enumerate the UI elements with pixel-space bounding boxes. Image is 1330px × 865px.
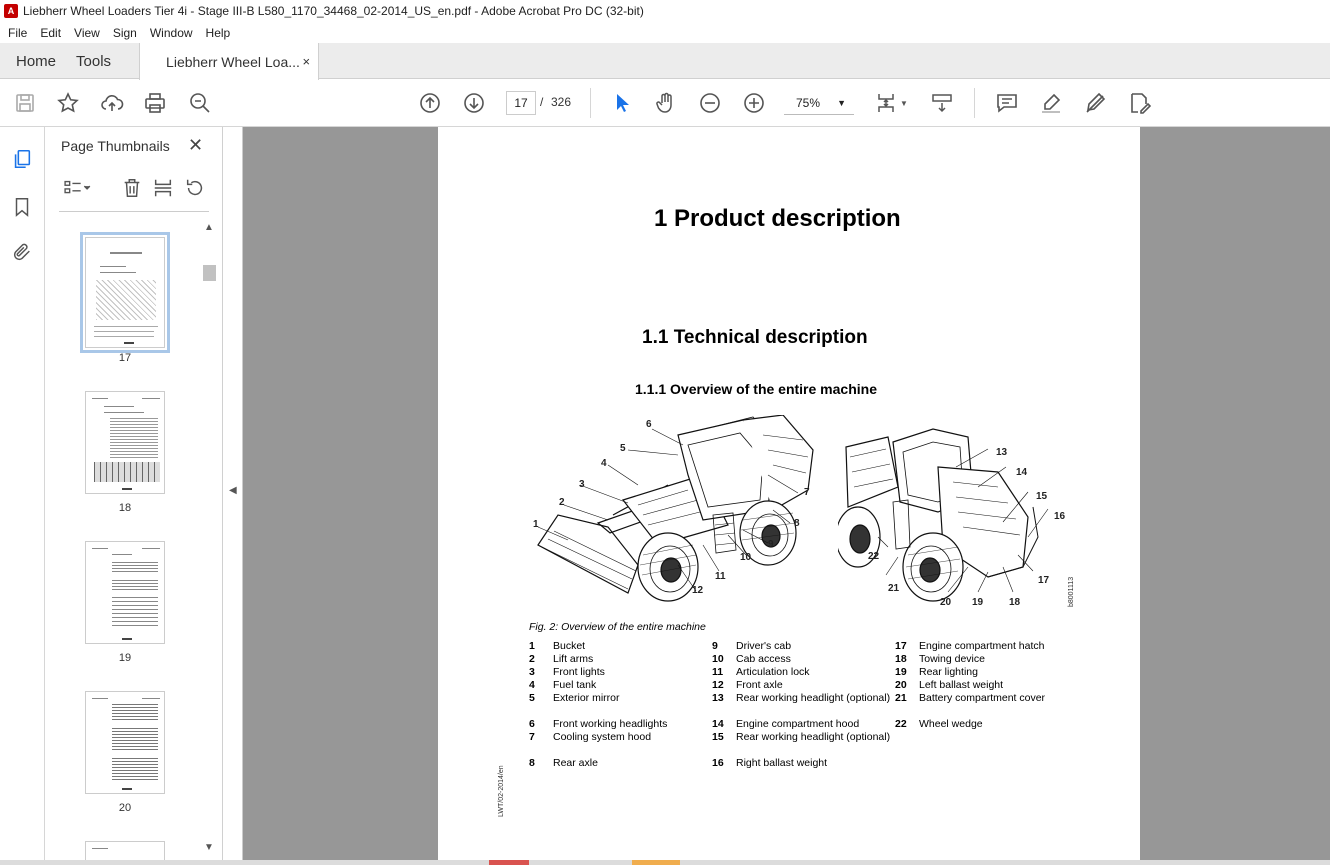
callout-2: 2 — [559, 497, 565, 508]
thumbnail-options-icon[interactable] — [59, 175, 95, 201]
menu-edit[interactable]: Edit — [40, 25, 62, 40]
panel-collapse-handle[interactable] — [223, 127, 243, 865]
hand-tool-icon[interactable] — [653, 90, 679, 116]
callout-18: 18 — [1009, 597, 1021, 608]
tab-home[interactable]: Home — [16, 52, 57, 70]
page-number-input[interactable]: 17 — [506, 91, 536, 115]
callout-17: 17 — [1038, 575, 1050, 586]
thumbnails-panel-title: Page Thumbnails — [61, 138, 170, 154]
side-stamp: LWT/02-2014/en — [498, 765, 505, 817]
callout-13: 13 — [996, 447, 1008, 458]
window-title: Liebherr Wheel Loaders Tier 4i - Stage III-B L580_1170_34468_02-2014_US_en.pdf - Adobe Acrobat Pro DC (32-bit) — [23, 4, 644, 18]
thumbnail-page-20[interactable] — [85, 691, 165, 794]
legend-item: 15 Rear working headlight (optional) — [712, 731, 891, 743]
callout-6: 6 — [646, 419, 652, 430]
scroll-thumb[interactable] — [203, 265, 216, 281]
window-title-bar — [0, 0, 1330, 22]
thumbnail-label-17: 17 — [118, 352, 132, 364]
legend-item: 22 Wheel wedge — [895, 718, 983, 730]
menu-window[interactable]: Window — [149, 25, 193, 40]
document-viewer — [243, 127, 1330, 860]
attachments-paperclip-icon[interactable] — [10, 240, 34, 264]
legend-item: 21 Battery compartment cover — [895, 692, 1046, 704]
legend-item: 19 Rear lighting — [895, 666, 978, 678]
toolbar-divider — [590, 88, 591, 118]
upload-cloud-icon[interactable] — [99, 90, 125, 116]
select-cursor-icon[interactable] — [609, 90, 635, 116]
menu-help[interactable]: Help — [205, 25, 231, 40]
chevron-down-icon: ▼ — [837, 97, 846, 108]
legend-item: 10 Cab access — [712, 653, 791, 665]
menu-view[interactable]: View — [74, 25, 100, 40]
tab-bar — [0, 43, 1330, 79]
tab-document[interactable] — [139, 43, 319, 80]
highlight-pen-icon[interactable] — [1038, 90, 1064, 116]
fit-dropdown-icon[interactable]: ▼ — [900, 98, 908, 108]
legend-item: 8 Rear axle — [529, 757, 598, 769]
bookmark-star-icon[interactable] — [55, 90, 81, 116]
menu-bar — [0, 22, 1330, 43]
zoom-level-value: 75% — [796, 95, 821, 110]
collapse-arrow-icon[interactable]: ◀ — [229, 485, 237, 496]
heading-product-description: 1 Product description — [654, 205, 901, 232]
next-page-icon[interactable] — [461, 90, 487, 116]
machine-illustration-front — [528, 415, 823, 605]
legend-item: 7 Cooling system hood — [529, 731, 652, 743]
legend-item: 20 Left ballast weight — [895, 679, 1004, 691]
callout-3: 3 — [579, 479, 585, 490]
fit-page-icon[interactable] — [874, 90, 900, 116]
thumbnails-toolbar — [59, 175, 209, 205]
callout-7: 7 — [804, 487, 810, 498]
legend-item: 4 Fuel tank — [529, 679, 597, 691]
zoom-level-select[interactable] — [784, 91, 854, 115]
callout-11: 11 — [715, 571, 726, 582]
fill-sign-icon[interactable] — [1126, 90, 1152, 116]
heading-technical-description: 1.1 Technical description — [642, 327, 868, 348]
zoom-out-icon[interactable] — [697, 90, 723, 116]
callout-20: 20 — [940, 597, 952, 608]
callout-15: 15 — [1036, 491, 1048, 502]
callout-4: 4 — [601, 458, 607, 469]
callout-5: 5 — [620, 443, 626, 454]
legend-item: 18 Towing device — [895, 653, 985, 665]
callout-9: 9 — [768, 539, 774, 550]
callout-21: 21 — [888, 583, 900, 594]
tab-tools[interactable]: Tools — [76, 52, 112, 70]
figure-id: b8001113 — [1068, 576, 1075, 607]
rotate-page-icon[interactable] — [182, 175, 208, 201]
legend-item: 6 Front working headlights — [529, 718, 668, 730]
toolbar-divider — [974, 88, 975, 118]
legend-item: 3 Front lights — [529, 666, 605, 678]
zoom-search-icon[interactable] — [187, 90, 213, 116]
figure-caption: Fig. 2: Overview of the entire machine — [529, 621, 706, 633]
legend-item: 14 Engine compartment hood — [712, 718, 860, 730]
legend-item: 16 Right ballast weight — [712, 757, 828, 769]
save-icon[interactable] — [12, 90, 38, 116]
page-separator: / — [540, 95, 544, 109]
callout-22: 22 — [868, 551, 880, 562]
thumbnails-scrollbar[interactable] — [202, 222, 216, 857]
legend-item: 11 Articulation lock — [712, 666, 810, 678]
legend-item: 13 Rear working headlight (optional) — [712, 692, 891, 704]
legend-item: 9 Driver's cab — [712, 640, 792, 652]
menu-sign[interactable]: Sign — [112, 25, 137, 40]
thumbnail-page-18[interactable] — [85, 391, 165, 494]
callout-14: 14 — [1016, 467, 1028, 478]
status-segment-red — [489, 860, 529, 865]
extract-pages-icon[interactable] — [150, 175, 176, 201]
status-segment-orange — [632, 860, 680, 865]
thumbnail-label-19: 19 — [118, 652, 132, 664]
scroll-up-icon[interactable]: ▲ — [204, 222, 214, 233]
callout-8: 8 — [794, 518, 800, 529]
panel-divider — [59, 211, 209, 212]
callout-12: 12 — [692, 585, 704, 596]
legend-item: 1 Bucket — [529, 640, 586, 652]
zoom-in-icon[interactable] — [741, 90, 767, 116]
callout-19: 19 — [972, 597, 984, 608]
thumbnail-page-19[interactable] — [85, 541, 165, 644]
scrolling-mode-icon[interactable] — [929, 90, 955, 116]
scroll-down-icon[interactable]: ▼ — [204, 842, 214, 853]
callout-16: 16 — [1054, 511, 1066, 522]
acrobat-app-icon: A — [4, 4, 18, 18]
delete-page-icon[interactable] — [119, 175, 145, 201]
draw-sign-icon[interactable] — [1082, 90, 1108, 116]
page-thumbnails-panel — [45, 127, 223, 865]
heading-overview: 1.1.1 Overview of the entire machine — [635, 381, 877, 397]
bottom-status-strip — [0, 860, 1330, 865]
legend-item: 17 Engine compartment hatch — [895, 640, 1045, 652]
close-tab-icon[interactable]: × — [302, 54, 311, 69]
previous-page-icon[interactable] — [417, 90, 443, 116]
thumbnail-label-20: 20 — [118, 802, 132, 814]
pdf-page — [438, 127, 1140, 860]
thumbnail-page-17[interactable] — [85, 237, 165, 348]
print-icon[interactable] — [142, 90, 168, 116]
tab-document-label: Liebherr Wheel Loa... — [166, 53, 300, 70]
legend-item: 2 Lift arms — [529, 653, 594, 665]
navigation-rail — [0, 127, 45, 865]
menu-file[interactable]: File — [8, 25, 28, 40]
legend-item: 5 Exterior mirror — [529, 692, 620, 704]
callout-10: 10 — [740, 552, 752, 563]
comment-icon[interactable] — [994, 90, 1020, 116]
close-panel-icon[interactable]: ✕ — [188, 135, 204, 155]
bookmarks-icon[interactable] — [10, 195, 34, 219]
page-thumbnails-icon[interactable] — [10, 147, 34, 171]
callout-1: 1 — [533, 519, 539, 530]
thumbnail-label-18: 18 — [118, 502, 132, 514]
legend-item: 12 Front axle — [712, 679, 783, 691]
main-toolbar — [0, 80, 1330, 127]
page-total: 326 — [551, 95, 572, 109]
